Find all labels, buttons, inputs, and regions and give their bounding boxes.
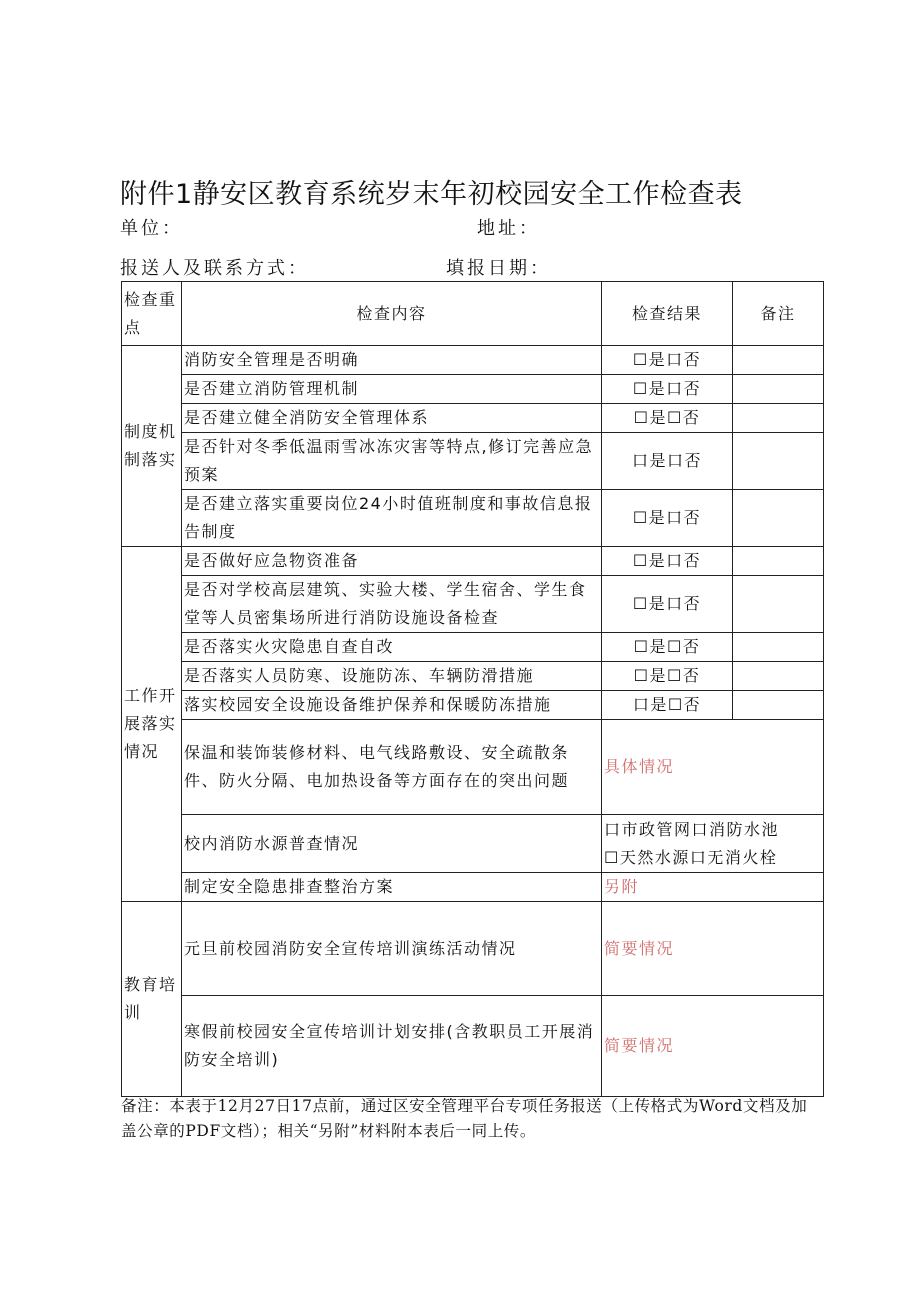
table-row bbox=[122, 576, 824, 633]
check-result-note: 简要情况 bbox=[602, 902, 824, 996]
check-content: 是否对学校高层建筑、实验大楼、学生宿舍、学生食堂等人员密集场所进行消防设施设备检查 bbox=[182, 576, 602, 633]
check-content: 是否建立落实重要岗位24小时值班制度和事故信息报告制度 bbox=[182, 490, 602, 547]
page-title: 附件1静安区教育系统岁末年初校园安全工作检查表 bbox=[120, 179, 743, 210]
check-result: ☐是☐否 bbox=[602, 662, 733, 691]
unit-label: 单位： bbox=[120, 218, 183, 239]
check-content: 寒假前校园安全宣传培训计划安排(含教职员工开展消防安全培训) bbox=[182, 996, 602, 1097]
check-result: ☐是口否 bbox=[602, 547, 733, 576]
check-content: 是否做好应急物资准备 bbox=[182, 547, 602, 576]
check-content: 是否建立消防管理机制 bbox=[182, 375, 602, 404]
table-row bbox=[122, 490, 824, 547]
check-result-note: 具体情况 bbox=[602, 720, 824, 815]
water-source-line-2: ☐天然水源口无消火栓 bbox=[604, 847, 778, 867]
check-content: 消防安全管理是否明确 bbox=[182, 346, 602, 375]
table-row bbox=[122, 873, 824, 902]
date-label: 填报日期： bbox=[446, 258, 551, 279]
check-content: 是否落实火灾隐患自查自改 bbox=[182, 633, 602, 662]
table-header-row bbox=[122, 282, 824, 346]
check-content: 制定安全隐患排查整治方案 bbox=[182, 873, 602, 902]
check-content: 是否落实人员防寒、设施防冻、车辆防滑措施 bbox=[182, 662, 602, 691]
check-content: 校内消防水源普查情况 bbox=[182, 815, 602, 873]
address-label: 地址： bbox=[477, 218, 540, 239]
check-result-note: 另附 bbox=[602, 873, 824, 902]
category-cell: 制度机制落实 bbox=[122, 346, 182, 547]
check-content: 是否针对冬季低温雨雪冰冻灾害等特点,修订完善应急预案 bbox=[182, 433, 602, 490]
header-content: 检查内容 bbox=[182, 282, 602, 346]
remark-cell bbox=[733, 375, 824, 404]
remark-cell bbox=[733, 576, 824, 633]
remark-cell bbox=[733, 633, 824, 662]
water-source-line-1: 口市政管网口消防水池 bbox=[604, 819, 780, 839]
header-remark: 备注 bbox=[733, 282, 824, 346]
table-row bbox=[122, 662, 824, 691]
check-result: 口是☐否 bbox=[602, 691, 733, 720]
check-result: ☐是口否 bbox=[602, 490, 733, 547]
check-result: 口是口否 bbox=[602, 433, 733, 490]
check-result: ☐是☐否 bbox=[602, 404, 733, 433]
check-result: ☐是口否 bbox=[602, 346, 733, 375]
table-row bbox=[122, 691, 824, 720]
header-result: 检查结果 bbox=[602, 282, 733, 346]
table-row bbox=[122, 346, 824, 375]
header-category: 检查重点 bbox=[122, 282, 182, 346]
category-cell: 教育培训 bbox=[122, 902, 182, 1097]
remark-cell bbox=[733, 433, 824, 490]
table-row bbox=[122, 375, 824, 404]
water-source-options bbox=[602, 815, 824, 873]
table-row bbox=[122, 433, 824, 490]
check-content: 落实校园安全设施设备维护保养和保暖防冻措施 bbox=[182, 691, 602, 720]
table-row bbox=[122, 720, 824, 815]
table-row bbox=[122, 815, 824, 873]
check-result-note: 简要情况 bbox=[602, 996, 824, 1097]
category-cell: 工作开展落实情况 bbox=[122, 547, 182, 902]
check-result: ☐是☐否 bbox=[602, 633, 733, 662]
check-content: 是否建立健全消防安全管理体系 bbox=[182, 404, 602, 433]
table-row bbox=[122, 902, 824, 996]
remark-cell bbox=[733, 691, 824, 720]
check-result: ☐是口否 bbox=[602, 576, 733, 633]
remark-cell bbox=[733, 404, 824, 433]
check-content: 保温和装饰装修材料、电气线路敷设、安全疏散条件、防火分隔、电加热设备等方面存在的突出问题 bbox=[182, 720, 602, 815]
remark-cell bbox=[733, 662, 824, 691]
footnote: 备注：本表于12月27日17点前，通过区安全管理平台专项任务报送（上传格式为Word文档及加盖公章的PDF文档）；相关“另附”材料附本表后一同上传。 bbox=[121, 1097, 808, 1140]
inspection-table bbox=[121, 281, 824, 1097]
remark-cell bbox=[733, 547, 824, 576]
reporter-label: 报送人及联系方式： bbox=[120, 258, 309, 279]
remark-cell bbox=[733, 490, 824, 547]
table-row bbox=[122, 547, 824, 576]
table-row bbox=[122, 633, 824, 662]
table-row bbox=[122, 404, 824, 433]
check-content: 元旦前校园消防安全宣传培训演练活动情况 bbox=[182, 902, 602, 996]
table-row bbox=[122, 996, 824, 1097]
remark-cell bbox=[733, 346, 824, 375]
check-result: ☐是口否 bbox=[602, 375, 733, 404]
